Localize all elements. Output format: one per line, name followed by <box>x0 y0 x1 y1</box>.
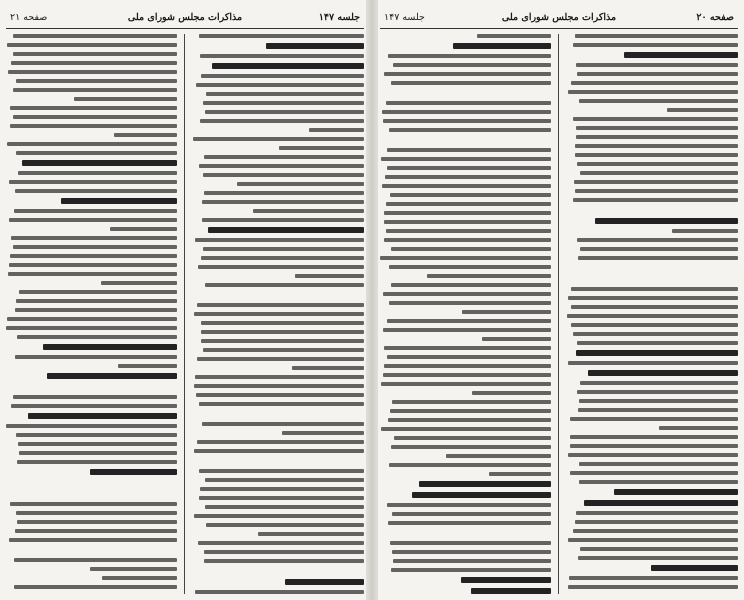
text-line <box>6 326 177 330</box>
text-line <box>651 565 738 571</box>
text-line <box>204 550 364 554</box>
text-line <box>392 400 551 404</box>
text-line <box>19 451 177 455</box>
text-line <box>387 503 551 507</box>
text-line <box>380 256 551 260</box>
left-page-session: جلسه ۱۴۷ <box>318 12 360 23</box>
text-line <box>390 541 551 545</box>
text-line <box>258 532 364 536</box>
text-line <box>13 34 177 38</box>
text-line <box>203 173 364 177</box>
text-line <box>9 263 177 267</box>
text-line <box>202 218 364 222</box>
text-line <box>74 97 177 101</box>
text-line <box>14 585 177 589</box>
text-line <box>568 585 738 589</box>
text-line <box>578 408 738 412</box>
column-divider <box>184 34 185 594</box>
text-line <box>204 559 364 563</box>
text-line <box>118 364 177 368</box>
left-page-number: صفحه ۲۱ <box>10 12 48 23</box>
text-line <box>9 538 177 542</box>
text-line <box>389 301 551 305</box>
text-line <box>391 568 551 572</box>
text-line <box>575 153 738 157</box>
text-line <box>386 229 551 233</box>
text-line <box>389 463 551 467</box>
text-line <box>196 393 364 397</box>
text-line <box>8 70 177 74</box>
right-page-title: مذاكرات مجلس شوراى ملى <box>501 12 617 23</box>
right-page-right-column <box>567 34 738 594</box>
text-line <box>17 335 177 339</box>
text-line <box>387 355 551 359</box>
text-line <box>47 373 177 379</box>
text-line <box>90 567 177 571</box>
text-line <box>575 189 738 193</box>
text-line <box>568 453 738 457</box>
text-line <box>384 238 552 242</box>
text-line <box>201 256 364 260</box>
text-line <box>114 133 177 137</box>
text-line <box>194 514 364 518</box>
text-line <box>7 317 177 321</box>
text-line <box>200 54 364 58</box>
text-line <box>110 227 177 231</box>
text-line <box>571 323 738 327</box>
text-line <box>577 390 738 394</box>
text-line <box>381 157 551 161</box>
text-line <box>385 175 551 179</box>
text-line <box>573 529 738 533</box>
text-line <box>381 382 551 386</box>
text-line <box>389 265 551 269</box>
text-line <box>388 521 551 525</box>
text-line <box>580 247 738 251</box>
text-line <box>577 162 738 166</box>
text-line <box>383 328 551 332</box>
text-line <box>15 529 177 533</box>
text-line <box>195 590 364 594</box>
text-line <box>576 511 738 515</box>
text-line <box>13 245 177 249</box>
text-line <box>419 481 551 487</box>
text-line <box>16 299 177 303</box>
text-line <box>203 348 364 352</box>
text-line <box>571 305 738 309</box>
right-page-number: صفحه ۲۰ <box>696 12 734 23</box>
text-line <box>384 211 551 215</box>
text-line <box>595 218 739 224</box>
text-line <box>43 344 177 350</box>
text-line <box>14 558 177 562</box>
text-line <box>569 576 738 580</box>
text-line <box>16 511 177 515</box>
text-line <box>198 541 364 545</box>
text-line <box>579 399 738 403</box>
text-line <box>393 63 551 67</box>
left-page-header <box>6 8 364 29</box>
text-line <box>193 137 364 141</box>
text-line <box>576 135 738 139</box>
text-line <box>573 332 738 336</box>
text-line <box>672 229 738 233</box>
text-line <box>282 431 364 435</box>
text-line <box>253 209 364 213</box>
binding-gutter <box>366 0 378 600</box>
text-line <box>489 472 551 476</box>
text-line <box>381 427 551 431</box>
text-line <box>391 247 551 251</box>
text-line <box>203 101 364 105</box>
text-line <box>198 265 364 269</box>
text-line <box>387 148 551 152</box>
text-line <box>580 547 738 551</box>
text-line <box>477 34 551 38</box>
text-line <box>386 202 551 206</box>
text-line <box>382 110 551 114</box>
text-line <box>383 292 551 296</box>
text-line <box>206 92 364 96</box>
text-line <box>482 337 551 341</box>
text-line <box>588 370 738 376</box>
text-line <box>285 579 364 585</box>
text-line <box>392 512 551 516</box>
left-page <box>6 8 364 596</box>
text-line <box>384 364 551 368</box>
left-page-left-column <box>6 34 177 594</box>
text-line <box>13 52 177 56</box>
text-line <box>7 43 177 47</box>
text-line <box>202 200 364 204</box>
text-line <box>577 341 738 345</box>
text-line <box>573 198 738 202</box>
text-line <box>577 72 738 76</box>
text-line <box>453 43 551 49</box>
text-line <box>391 81 551 85</box>
text-line <box>570 471 738 475</box>
text-line <box>576 63 738 67</box>
text-line <box>570 417 738 421</box>
text-line <box>387 166 551 170</box>
text-line <box>576 350 738 356</box>
text-line <box>614 489 738 495</box>
text-line <box>580 171 738 175</box>
text-line <box>568 361 738 365</box>
text-line <box>570 435 738 439</box>
text-line <box>200 119 364 123</box>
text-line <box>10 502 177 506</box>
text-line <box>13 115 177 119</box>
text-line <box>199 34 364 38</box>
text-line <box>394 436 551 440</box>
text-line <box>90 469 177 475</box>
text-line <box>8 272 177 276</box>
text-line <box>201 339 364 343</box>
text-line <box>575 144 738 148</box>
text-line <box>571 81 738 85</box>
text-line <box>578 556 738 560</box>
text-line <box>197 357 364 361</box>
text-line <box>580 381 738 385</box>
text-line <box>579 99 738 103</box>
text-line <box>204 155 364 159</box>
text-line <box>10 254 177 258</box>
left-page-right-column <box>193 34 364 594</box>
text-line <box>412 492 551 498</box>
text-line <box>384 72 551 76</box>
text-line <box>576 126 738 130</box>
text-line <box>624 52 738 58</box>
text-line <box>205 505 364 509</box>
left-page-title: مذاكرات مجلس شوراى ملى <box>127 12 243 23</box>
text-line <box>11 404 177 408</box>
text-line <box>14 209 177 213</box>
text-line <box>575 520 738 524</box>
text-line <box>471 588 551 594</box>
text-line <box>11 236 177 240</box>
text-line <box>201 330 364 334</box>
text-line <box>212 63 364 69</box>
text-line <box>16 433 177 437</box>
text-line <box>575 34 738 38</box>
text-line <box>195 375 364 379</box>
right-page <box>380 8 738 596</box>
text-line <box>568 538 738 542</box>
text-line <box>9 218 177 222</box>
text-line <box>266 43 364 49</box>
text-line <box>205 283 364 287</box>
text-line <box>199 469 364 473</box>
text-line <box>61 198 177 204</box>
text-line <box>391 445 551 449</box>
text-line <box>574 180 738 184</box>
text-line <box>382 184 551 188</box>
text-line <box>384 346 551 350</box>
text-line <box>194 312 364 316</box>
text-line <box>578 256 738 260</box>
text-line <box>292 366 364 370</box>
right-page-session: جلسه ۱۴۷ <box>384 12 425 23</box>
text-line <box>201 74 364 78</box>
text-line <box>13 395 177 399</box>
text-line <box>201 321 364 325</box>
text-line <box>17 520 177 524</box>
text-line <box>199 496 364 500</box>
text-line <box>13 88 177 92</box>
text-line <box>392 550 551 554</box>
text-line <box>16 79 177 83</box>
text-line <box>584 500 738 506</box>
text-line <box>205 478 364 482</box>
text-line <box>205 110 364 114</box>
text-line <box>195 238 364 242</box>
text-line <box>391 283 551 287</box>
right-page-header <box>380 8 738 29</box>
text-line <box>10 124 177 128</box>
text-line <box>383 119 551 123</box>
text-line <box>472 391 551 395</box>
text-line <box>10 106 177 110</box>
text-line <box>11 61 177 65</box>
text-line <box>102 576 177 580</box>
text-line <box>667 108 738 112</box>
text-line <box>101 281 177 285</box>
right-page-left-column <box>380 34 551 594</box>
text-line <box>18 442 177 446</box>
text-line <box>570 444 739 448</box>
text-line <box>386 101 551 105</box>
text-line <box>200 487 364 491</box>
text-line <box>15 355 177 359</box>
text-line <box>197 303 364 307</box>
text-line <box>196 83 364 87</box>
text-line <box>387 319 551 323</box>
text-line <box>16 151 177 155</box>
column-divider <box>558 34 559 594</box>
text-line <box>388 54 551 58</box>
text-line <box>573 43 738 47</box>
text-line <box>573 117 738 121</box>
text-line <box>389 128 551 132</box>
text-line <box>393 559 552 563</box>
text-line <box>568 296 738 300</box>
text-line <box>208 227 364 233</box>
text-line <box>390 193 551 197</box>
text-line <box>390 409 551 413</box>
text-line <box>237 182 364 186</box>
text-line <box>15 308 177 312</box>
text-line <box>194 449 364 453</box>
text-line <box>18 171 177 175</box>
text-line <box>309 128 364 132</box>
text-line <box>579 462 738 466</box>
text-line <box>194 384 364 388</box>
text-line <box>19 290 177 294</box>
text-line <box>446 454 551 458</box>
text-line <box>427 274 551 278</box>
text-line <box>203 247 364 251</box>
text-line <box>7 142 177 146</box>
text-line <box>461 577 551 583</box>
text-line <box>567 314 738 318</box>
text-line <box>6 424 177 428</box>
text-line <box>9 180 177 184</box>
text-line <box>577 238 738 242</box>
text-line <box>388 418 551 422</box>
text-line <box>206 523 364 527</box>
text-line <box>571 287 738 291</box>
text-line <box>17 460 177 464</box>
text-line <box>204 191 365 195</box>
text-line <box>202 422 364 426</box>
text-line <box>579 480 738 484</box>
text-line <box>22 160 177 166</box>
text-line <box>279 146 364 150</box>
text-line <box>659 426 738 430</box>
text-line <box>383 373 551 377</box>
text-line <box>568 90 738 94</box>
text-line <box>28 413 177 419</box>
text-line <box>462 310 551 314</box>
text-line <box>199 402 364 406</box>
text-line <box>384 220 551 224</box>
text-line <box>197 440 364 444</box>
text-line <box>295 274 364 278</box>
text-line <box>15 189 177 193</box>
text-line <box>199 164 364 168</box>
